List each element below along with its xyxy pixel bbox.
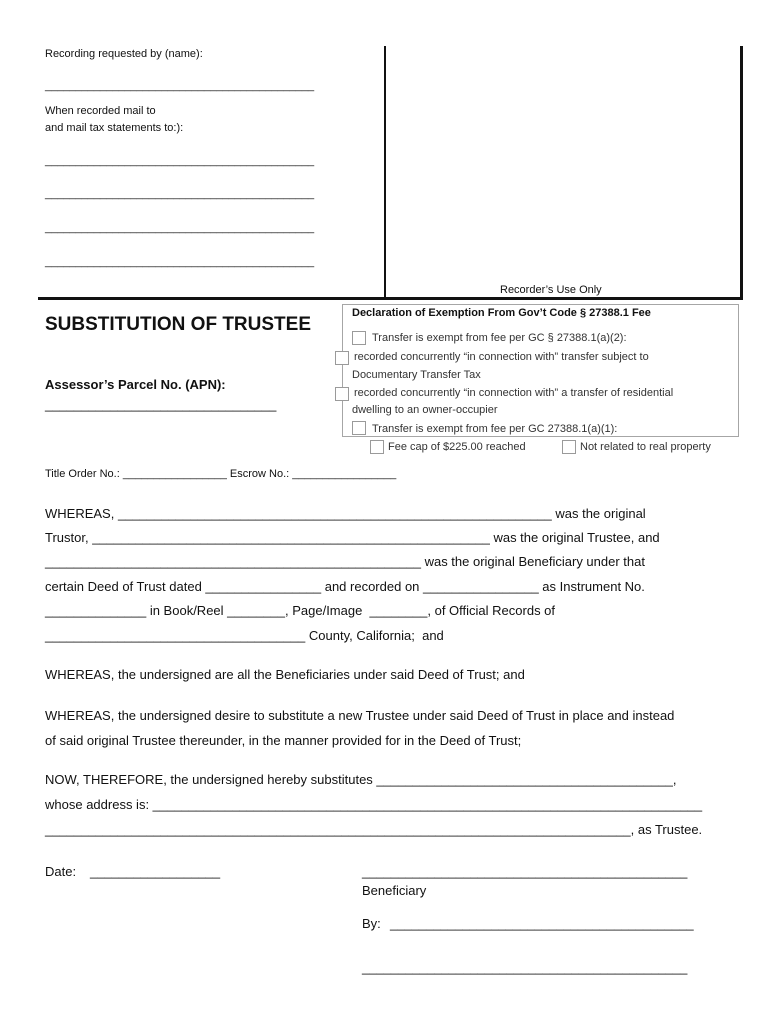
signature-line[interactable]: _____________________________________________ — [362, 864, 688, 879]
by-line[interactable]: __________________________________________ — [390, 916, 694, 931]
now-therefore-line-1: NOW, THEREFORE, the undersigned hereby substitutes _________________________________________, — [45, 772, 677, 787]
not-real-property-label: Not related to real property — [580, 441, 711, 453]
not-real-property-checkbox[interactable] — [562, 440, 576, 454]
mail-to-line-1[interactable]: ____________________________________________ — [45, 155, 315, 167]
recording-requested-label: Recording requested by (name): — [45, 48, 203, 60]
owner-occupier-label-2: dwelling to an owner-occupier — [352, 404, 498, 416]
exempt-a2-checkbox[interactable] — [352, 331, 366, 345]
document-title: SUBSTITUTION OF TRUSTEE — [45, 314, 311, 335]
fee-cap-label: Fee cap of $225.00 reached — [388, 441, 526, 453]
exemption-title: Declaration of Exemption From Gov’t Code § 27388.1 Fee — [352, 307, 651, 319]
recording-requested-line[interactable]: ____________________________________________ — [45, 80, 315, 92]
dtt-checkbox[interactable] — [335, 351, 349, 365]
recorder-box-left-border — [384, 46, 386, 298]
whereas-1-line-2: Trustor, _______________________________________________________ was the original Trustee, and — [45, 530, 660, 545]
whereas-1-line-1: WHEREAS, ____________________________________________________________ was the original — [45, 506, 646, 521]
whereas-1-line-3: ____________________________________________________ was the original Beneficiary under that — [45, 554, 645, 569]
dtt-label-2: Documentary Transfer Tax — [352, 369, 481, 381]
date-line[interactable]: __________________ — [90, 864, 221, 879]
mail-to-label-1: When recorded mail to — [45, 105, 156, 117]
owner-occupier-checkbox[interactable] — [335, 387, 349, 401]
mail-to-line-3[interactable]: ____________________________________________ — [45, 222, 315, 234]
exempt-a1-checkbox[interactable] — [352, 421, 366, 435]
whereas-2: WHEREAS, the undersigned are all the Beneficiaries under said Deed of Trust; and — [45, 667, 525, 682]
exempt-a2-label: Transfer is exempt from fee per GC § 27388.1(a)(2): — [372, 332, 627, 344]
by-label: By: — [362, 916, 381, 931]
whereas-1-line-5: ______________ in Book/Reel ________, Page/Image ________, of Official Records of — [45, 603, 556, 618]
now-therefore-line-3: _________________________________________________________________________________, as Trustee. — [45, 822, 703, 837]
date-label: Date: — [45, 864, 77, 879]
mail-to-line-2[interactable]: ____________________________________________ — [45, 188, 315, 200]
exempt-a1-label: Transfer is exempt from fee per GC 27388.1(a)(1): — [372, 423, 618, 435]
bottom-signature-line[interactable]: _____________________________________________ — [362, 960, 688, 975]
whereas-3-line-2: of said original Trustee thereunder, in the manner provided for in the Deed of Trust; — [45, 733, 522, 748]
recorder-box-right-border — [740, 46, 743, 298]
mail-to-label-2: and mail tax statements to:): — [45, 122, 184, 134]
dtt-label-1: recorded concurrently “in connection with” transfer subject to — [354, 351, 649, 363]
owner-occupier-label-1: recorded concurrently “in connection with” a transfer of residential — [354, 387, 674, 399]
whereas-3-line-1: WHEREAS, the undersigned desire to substitute a new Trustee under said Deed of Trust in place and instead — [45, 708, 675, 723]
now-therefore-line-2: whose address is: ____________________________________________________________________________ — [45, 797, 703, 812]
header-divider — [38, 297, 743, 300]
beneficiary-label: Beneficiary — [362, 883, 427, 898]
title-escrow-line[interactable]: Title Order No.: _________________ Escrow No.: _________________ — [45, 468, 397, 480]
whereas-1-line-6: ____________________________________ County, California; and — [45, 628, 444, 643]
whereas-1-line-4: certain Deed of Trust dated ________________ and recorded on ________________ as Instrument No. — [45, 579, 645, 594]
apn-line[interactable]: ________________________________ — [45, 397, 277, 412]
apn-label: Assessor’s Parcel No. (APN): — [45, 377, 226, 392]
fee-cap-checkbox[interactable] — [370, 440, 384, 454]
recorders-use-label: Recorder’s Use Only — [500, 284, 602, 296]
mail-to-line-4[interactable]: ____________________________________________ — [45, 256, 315, 268]
